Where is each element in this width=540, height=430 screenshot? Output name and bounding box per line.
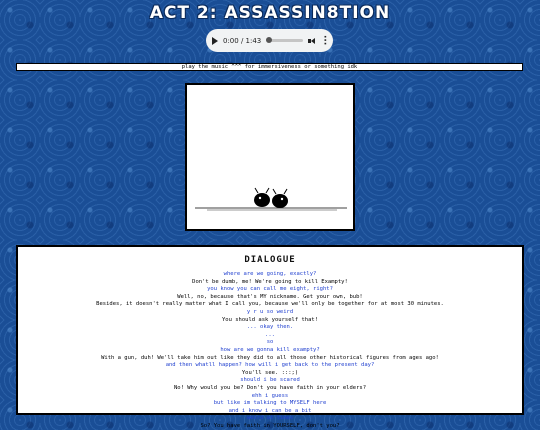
dialogue-line: and i know i can be a bit xyxy=(228,407,312,414)
character-left xyxy=(254,193,270,207)
volume-icon[interactable] xyxy=(308,37,316,45)
play-icon[interactable] xyxy=(212,37,218,45)
dialogue-line: ... xyxy=(265,331,275,338)
dialogue-line: ehh i guess xyxy=(251,392,289,399)
character-right-antenna xyxy=(284,189,287,194)
dialogue-line: should i be scared xyxy=(240,377,300,384)
dialogue-line: Besides, it doesn't really matter what I call you, because we'll only be together for at most 30 minutes. xyxy=(96,301,444,308)
dialogue-line: You'll see. :::;) xyxy=(241,369,299,376)
dialogue-line: Don't be dumb, me! We're going to kill Exampty! xyxy=(192,278,348,285)
character-right-antenna xyxy=(273,189,276,194)
scene-drawing xyxy=(187,85,353,229)
character-right-eye xyxy=(281,198,283,200)
audio-time: 0:00 / 1:43 xyxy=(223,36,262,45)
character-left-eye xyxy=(259,197,261,199)
dialogue-line: No! Why would you be? Don't you have faith in your elders? xyxy=(173,384,367,391)
dialogue-line: so xyxy=(266,339,274,346)
audio-player[interactable] xyxy=(206,29,333,52)
character-left-antenna xyxy=(255,188,258,193)
dialogue-line: ... okay then. xyxy=(246,324,294,331)
dialogue-line: You should ask yourself that! xyxy=(221,316,319,323)
dialogue-line: Well, no, because that's MY nickname. Get your own, bub! xyxy=(177,293,363,300)
dialogue-line: So? You have faith in YOURSELF, don't you? xyxy=(200,422,340,429)
dialogue-panel xyxy=(16,245,524,429)
music-note-banner: play the music ^^^ for immersiveness or something idk xyxy=(16,63,523,71)
dialogue-line: how are we gonna kill exampty? xyxy=(220,346,320,353)
dialogue-line: and then whatll happen? how will i get back to the present day? xyxy=(165,362,375,369)
character-left-antenna xyxy=(266,188,269,193)
dialogue-line: where are we going, exactly? xyxy=(223,271,317,277)
dialogue-line: you know you can call me eight, right? xyxy=(207,286,333,293)
page-title: ACT 2: ASSASSIN8TION xyxy=(149,3,391,23)
scene-image xyxy=(185,83,355,231)
dialogue-line: With a gun, duh! We'll take him out like they did to all those other historical figures from ages ago! xyxy=(101,354,439,361)
more-options-icon[interactable]: ··· xyxy=(319,35,329,46)
dialogue-lines xyxy=(18,271,522,430)
character-right xyxy=(272,194,288,208)
dialogue-line: but like im talking to MYSELF here xyxy=(213,400,327,407)
audio-progress-slider[interactable] xyxy=(266,39,303,42)
dialogue-heading: DIALOGUE xyxy=(244,255,296,265)
dialogue-line: y r u so weird xyxy=(246,308,294,315)
dialogue-line: weird at times xyxy=(246,415,294,422)
